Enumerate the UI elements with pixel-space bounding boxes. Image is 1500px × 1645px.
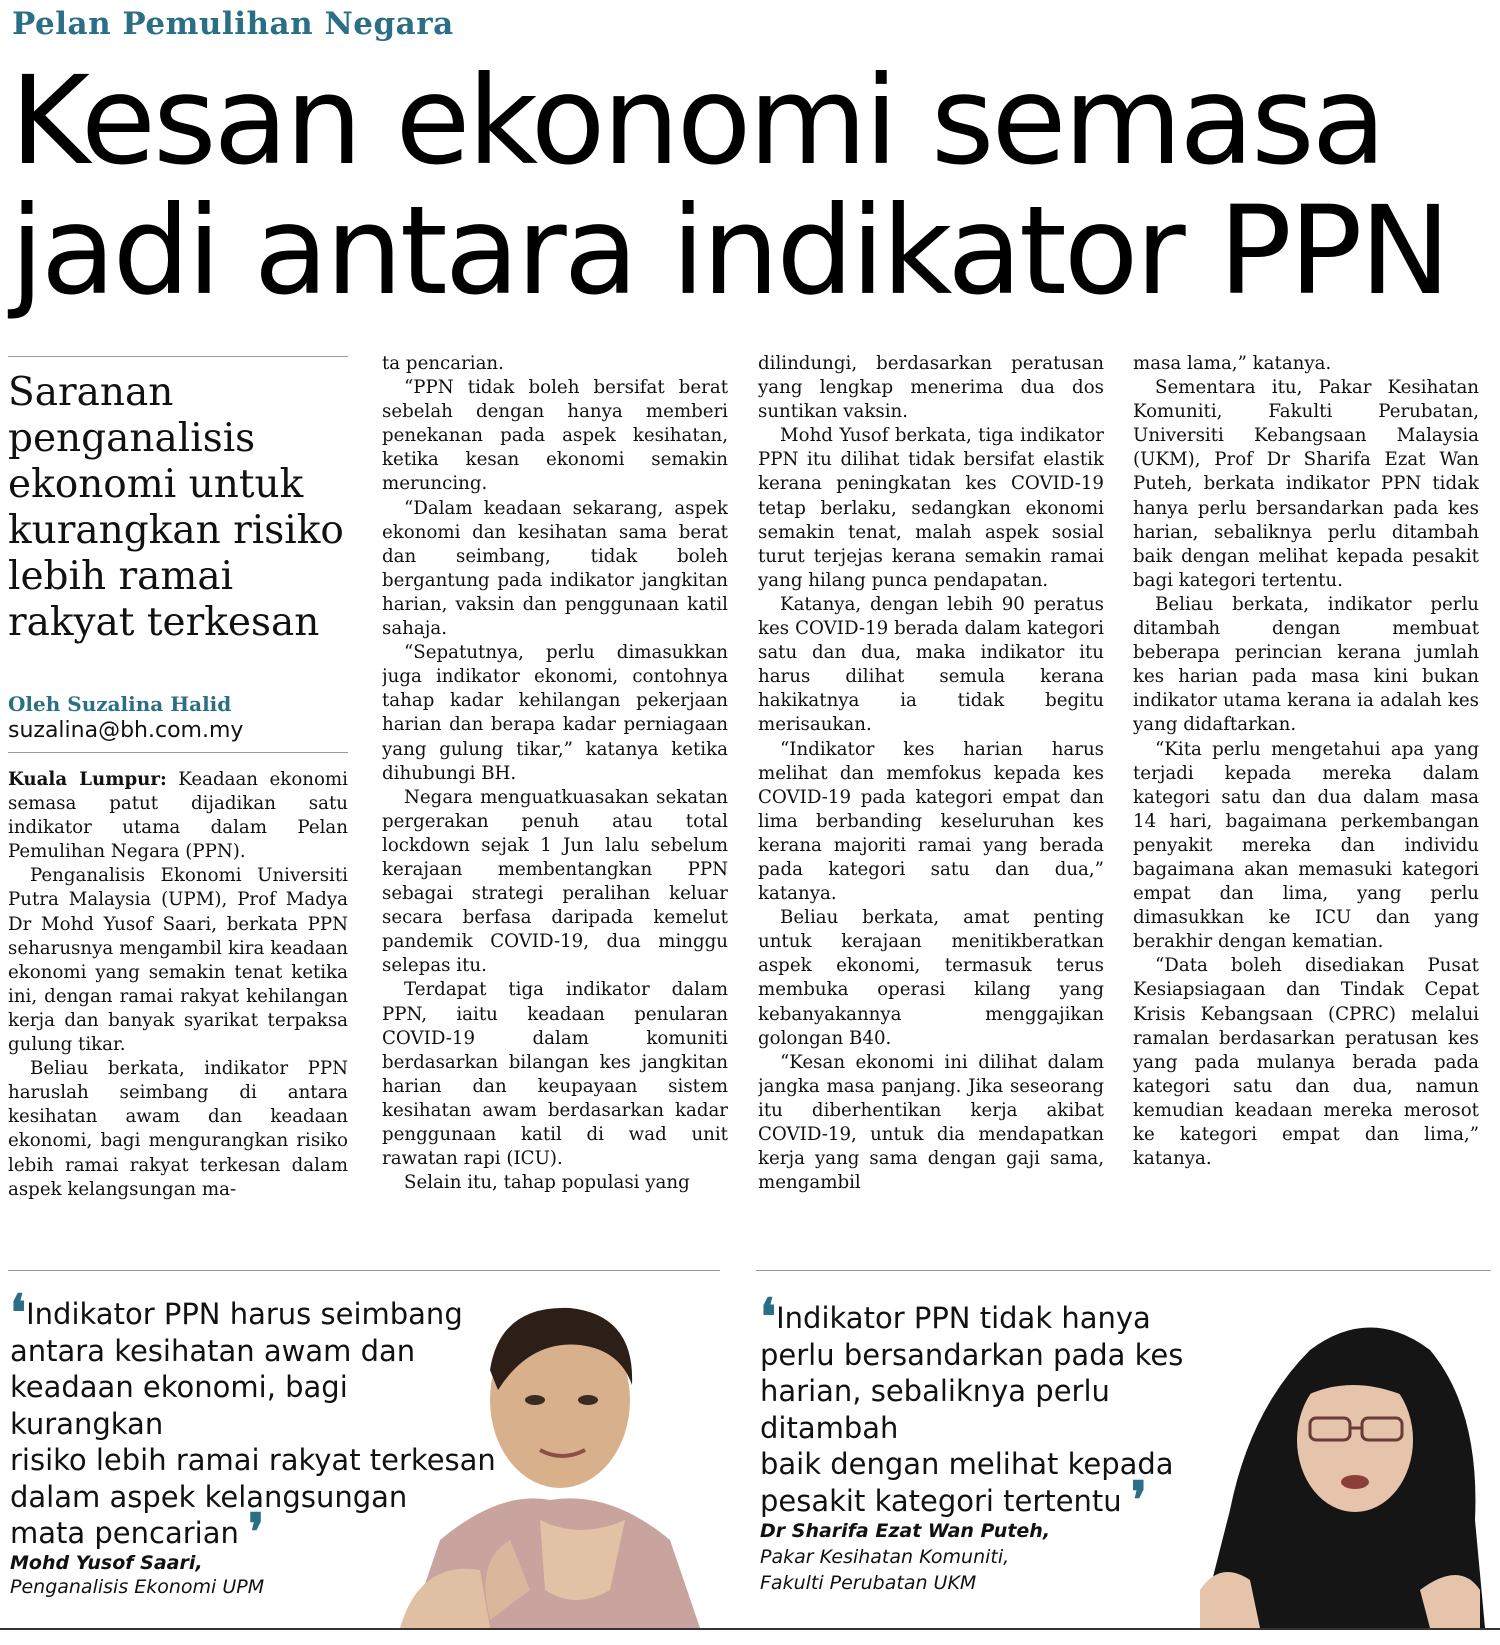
paragraph: “Indikator kes harian harus melihat dan memfokus kepada kes COVID-19 pada kategori empat dan lima berbanding keseluruhan kes kerana majoriti ramai yang berada pada kategori satu dan dua,” katanya. — [758, 738, 1104, 905]
paragraph: “Kita perlu mengetahui apa yang terjadi kepada mereka dalam kategori satu dan dua dalam masa 14 hari, bagaimana perkembangan penyakit mereka dan individu bagaimana akan memasuki kategori empat dan lima, yang perlu dimasukkan ke ICU dan yang berakhir dengan kematian. — [1133, 738, 1479, 953]
paragraph: “PPN tidak boleh bersifat berat sebelah dengan hanya memberi penekanan pada aspek kesihatan, ketika kesan ekonomi semakin meruncing. — [382, 377, 728, 495]
body-column-2 — [382, 352, 728, 1230]
paragraph: Terdapat tiga indikator dalam PPN, iaitu keadaan penularan COVID-19 dalam komuniti berdasarkan bilangan kes jangkitan harian dan keupayaan sistem kesihatan awam berdasarkan kadar penggunaan katil di wad unit rawatan rapi (ICU). — [382, 979, 728, 1170]
quote-1-role: Penganalisis Ekonomi UPM — [10, 1576, 265, 1598]
paragraph: “Kesan ekonomi ini dilihat dalam jangka masa panjang. Jika seseorang itu diberhentikan kerja akibat COVID-19, untuk dia mendapatkan kerja yang sama dengan gaji sama, mengambil — [758, 1051, 1104, 1194]
divider — [8, 1270, 720, 1271]
pull-quote-2 — [760, 1287, 1230, 1529]
quote-line: ❛Indikator PPN harus seimbang — [10, 1283, 463, 1342]
paragraph: Penganalisis Ekonomi Universiti Putra Malaysia (UPM), Prof Madya Dr Mohd Yusof Saari, berkata PPN seharusnya mengambil kira keadaan ekonomi yang semakin tenat ketika ini, dengan ramai rakyat kehilangan kerja dan banyak syarikat terpaksa gulung tikar. — [8, 865, 348, 1056]
portrait-photo-sharifa-ezat — [1190, 1290, 1490, 1628]
headline: Kesan ekonomi semasa jadi antara indikator PPN — [10, 50, 1448, 322]
pull-quote-1 — [10, 1283, 510, 1561]
quote-line: mata pencarian ❜ — [10, 1502, 265, 1561]
quote-2-name: Dr Sharifa Ezat Wan Puteh, — [760, 1520, 1051, 1542]
paragraph: “Sepatutnya, perlu dimasukkan juga indikator ekonomi, contohnya tahap kadar kehilangan pekerjaan harian dan berapa kadar perniagaan yang gulung tikar,” katanya ketika dihubungi BH. — [382, 642, 728, 784]
paragraph: Beliau berkata, amat penting untuk kerajaan menitikberatkan aspek ekonomi, termasuk terus membuka operasi kilang yang kebanyakannya menggajikan golongan B40. — [758, 907, 1104, 1049]
quote-line: harian, sebaliknya perlu ditambah — [760, 1374, 1110, 1445]
quote-line: dalam aspek kelangsungan — [10, 1479, 408, 1514]
quote-2-role: Fakulti Perubatan UKM — [760, 1572, 977, 1594]
quote-line: pesakit kategori tertentu ❜ — [760, 1469, 1148, 1529]
paragraph: Beliau berkata, indikator perlu ditambah dengan membuat beberapa perincian kerana jumlah kes harian pada masa kini bukan indikator utama kerana ia adalah kes yang didaftarkan. — [1133, 593, 1479, 736]
quote-line: keadaan ekonomi, bagi kurangkan — [10, 1370, 348, 1441]
paragraph: masa lama,” katanya. — [1133, 353, 1332, 374]
deck: Saranan penganalisis ekonomi untuk kurangkan risiko lebih ramai rakyat terkesan — [8, 370, 344, 645]
divider — [756, 1270, 1491, 1271]
paragraph: Selain itu, tahap populasi yang — [404, 1172, 690, 1194]
paragraph: Negara menguatkuasakan sekatan pergerakan penuh atau total lockdown sejak 1 Jun lalu sebelum kerajaan membentangkan PPN sebagai strategi peralihan keluar secara berfasa daripada kemelut pandemik COVID-19, dua minggu selepas itu. — [382, 786, 728, 977]
paragraph: dilindungi, berdasarkan peratusan yang lengkap menerima dua dos suntikan vaksin. — [758, 353, 1104, 423]
body-column-3 — [758, 352, 1104, 1230]
section-label: Pelan Pemulihan Negara — [12, 6, 454, 42]
quote-1-name: Mohd Yusof Saari, — [10, 1552, 203, 1574]
paragraph: Sementara itu, Pakar Kesihatan Komuniti, Fakulti Perubatan, Universiti Kebangsaan Malaysia (UKM), Prof Dr Sharifa Ezat Wan Puteh, berkata indikator PPN tidak hanya perlu bersandarkan pada kes harian, sebaliknya perlu ditambah baik dengan melihat kepada pesakit bagi kategori tertentu. — [1133, 377, 1479, 591]
quote-line: ❛Indikator PPN tidak hanya — [760, 1287, 1151, 1346]
quote-line: antara kesihatan awam dan — [10, 1333, 416, 1368]
close-quote-icon: ❜ — [248, 1502, 265, 1561]
quote-line: risiko lebih ramai rakyat terkesan — [10, 1443, 496, 1477]
paragraph: Katanya, dengan lebih 90 peratus kes COVID-19 berada dalam kategori satu dan dua, maka indikator itu harus dilihat semula kerana hakikatnya ia tidak begitu merisaukan. — [758, 593, 1104, 736]
paragraph: Beliau berkata, indikator PPN haruslah seimbang di antara kesihatan awam dan keadaan ekonomi, bagi mengurangkan risiko lebih ramai rakyat terkesan dalam aspek kelangsungan ma- — [8, 1058, 348, 1200]
byline: Oleh Suzalina Halid — [8, 692, 232, 716]
quote-line: perlu bersandarkan pada kes — [760, 1337, 1184, 1372]
divider — [8, 752, 348, 753]
quote-line: baik dengan melihat kepada — [760, 1447, 1174, 1481]
quote-2-role: Pakar Kesihatan Komuniti, — [760, 1546, 1010, 1568]
open-quote-icon: ❛ — [10, 1283, 27, 1342]
paragraph: Mohd Yusof berkata, tiga indikator PPN itu dilihat tidak bersifat elastik kerana peningkatan kes COVID-19 tetap berlaku, sedangkan ekonomi semakin tenat, malah aspek sosial turut terjejas kerana semakin ramai yang hilang punca pendapatan. — [758, 425, 1104, 591]
dateline: Kuala Lumpur: — [8, 769, 167, 790]
body-column-1 — [8, 768, 348, 1230]
byline-email: suzalina@bh.com.my — [8, 718, 244, 743]
close-quote-icon: ❜ — [1130, 1469, 1148, 1529]
paragraph: “Dalam keadaan sekarang, aspek ekonomi dan kesihatan sama berat dan seimbang, tidak boleh bergantung pada indikator jangkitan harian, vaksin dan penggunaan katil sahaja. — [382, 497, 728, 640]
paragraph: Kuala Lumpur: Keadaan ekonomi semasa patut dijadikan satu indikator utama dalam Pelan Pemulihan Negara (PPN). — [8, 769, 348, 863]
divider — [8, 356, 348, 357]
paragraph: “Data boleh disediakan Pusat Kesiapsiagaan dan Tindak Cepat Krisis Kebangsaan (CPRC) melalui ramalan berdasarkan peratusan kes yang pada mulanya berada pada kategori satu dan dua, namun kemudian keadaan mereka merosot ke kategori empat dan lima,” katanya. — [1133, 955, 1479, 1170]
divider — [0, 1628, 1500, 1630]
paragraph: ta pencarian. — [382, 353, 504, 374]
open-quote-icon: ❛ — [760, 1287, 777, 1346]
body-column-4 — [1133, 352, 1479, 1230]
